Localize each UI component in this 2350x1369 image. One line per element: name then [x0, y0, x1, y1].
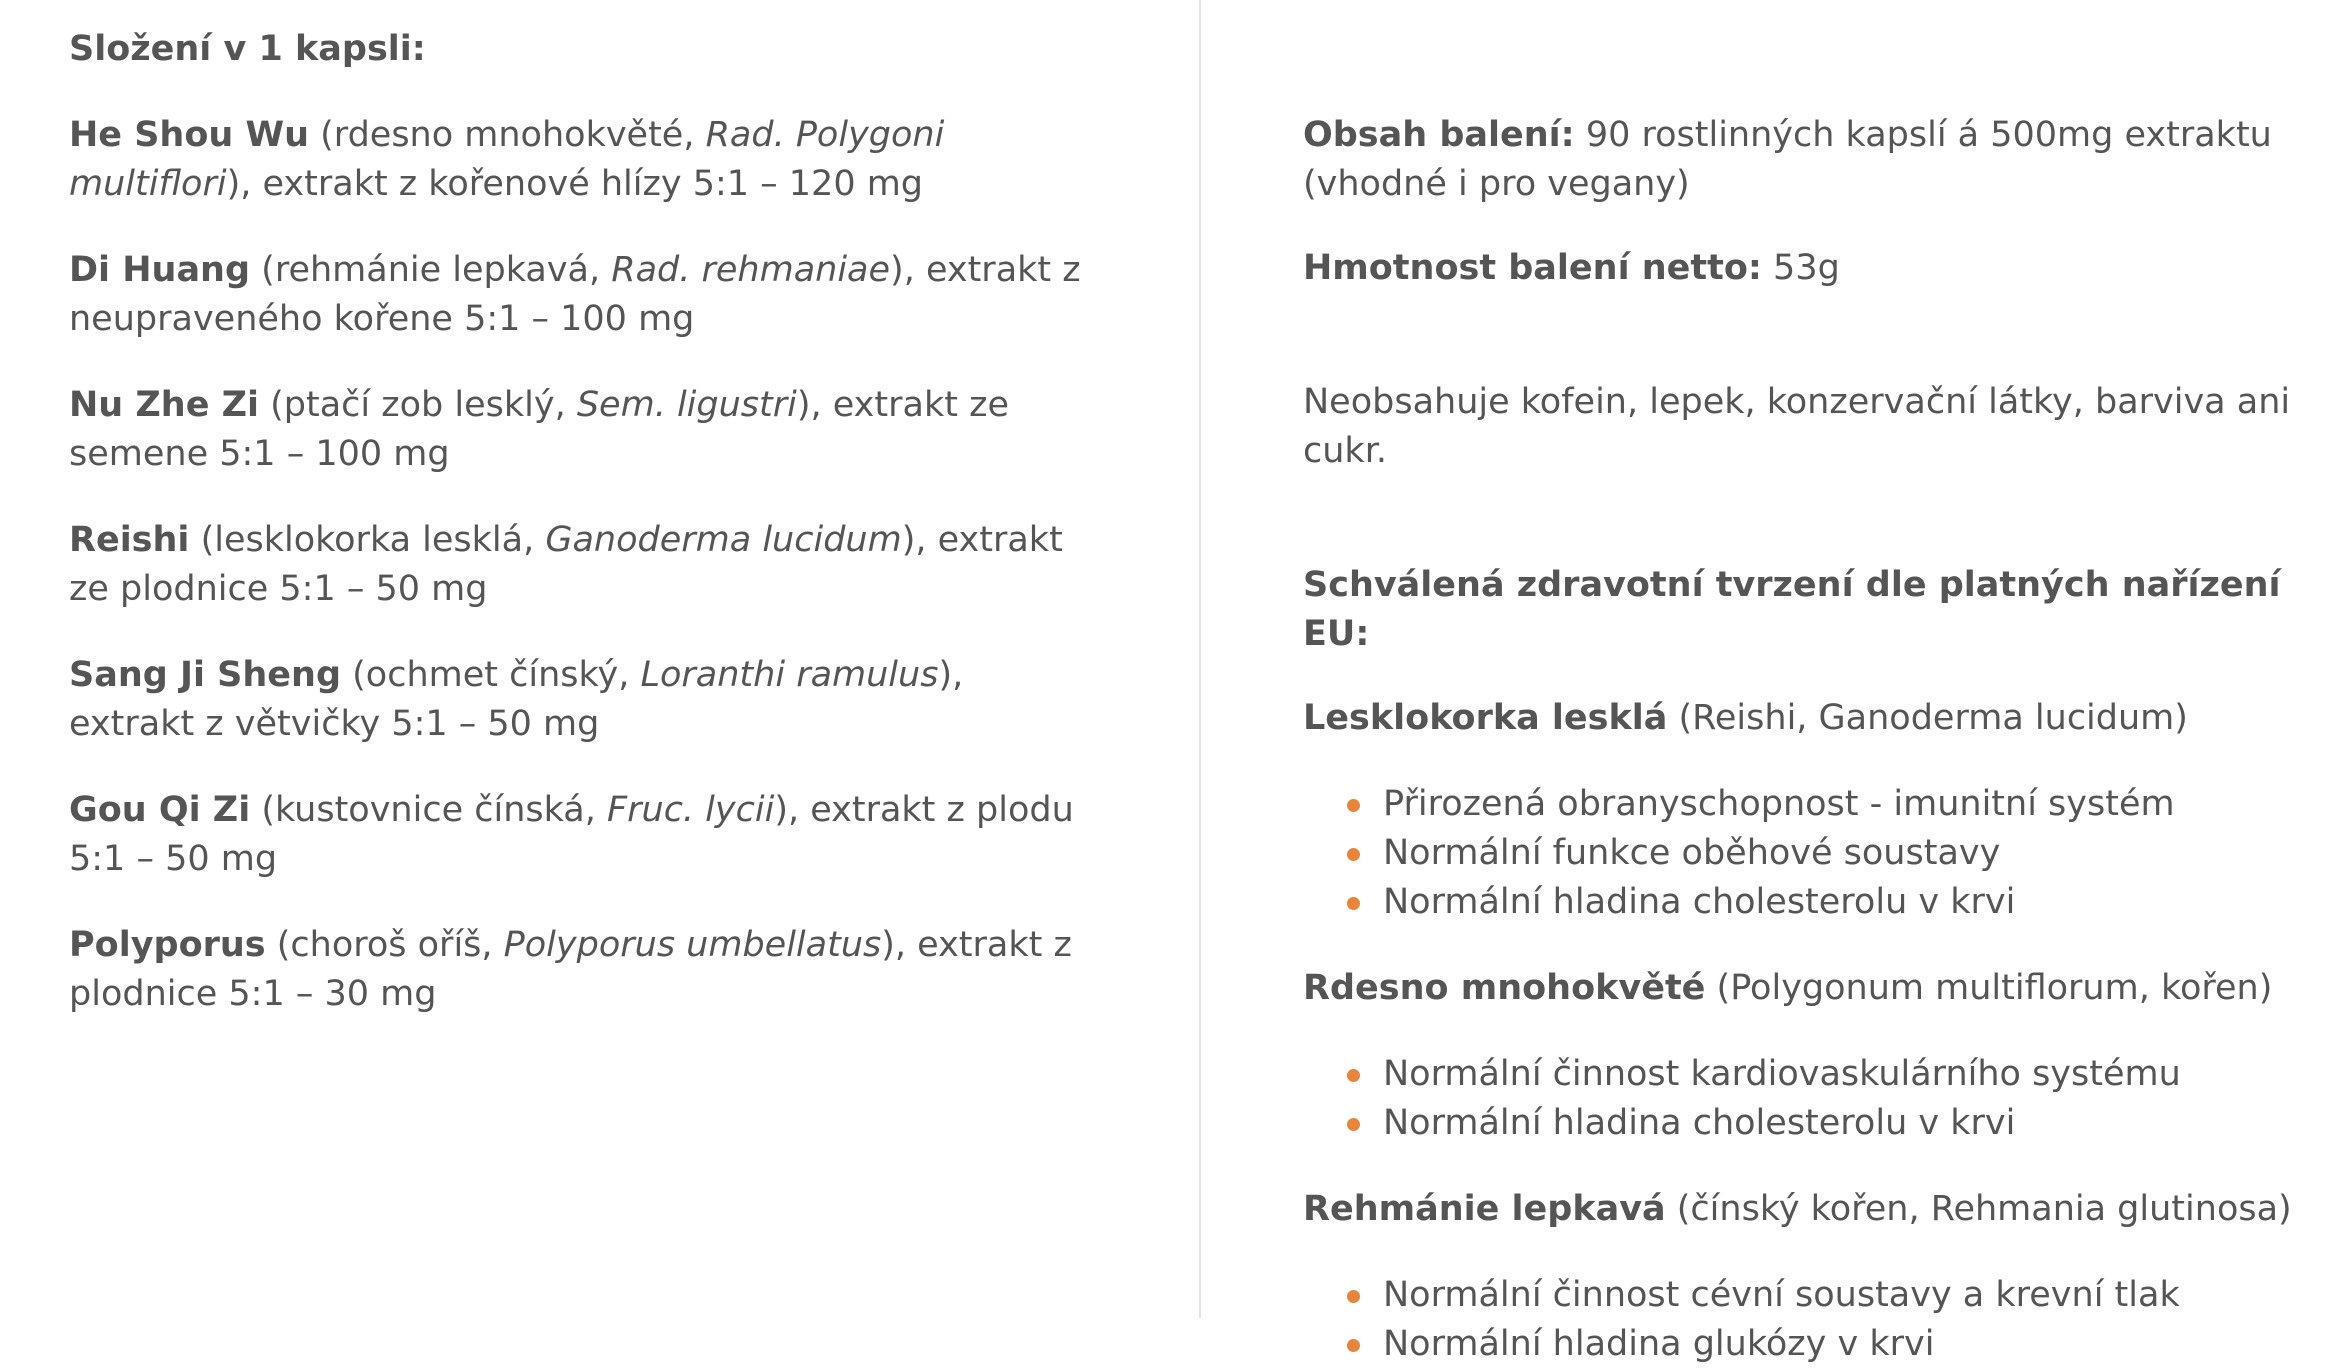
ingredient-item: Di Huang (rehmánie lepkavá, Rad. rehmaniae), extrakt z neupraveného kořene 5:1 – 100 mg: [69, 250, 1081, 339]
claim-item: Normální hladina cholesterolu v krvi: [1303, 1099, 2338, 1148]
net-weight: [1303, 244, 2338, 293]
bullet-dot-icon: [1347, 848, 1360, 861]
ingredient-name: Polyporus: [69, 925, 266, 965]
ingredient-name: He Shou Wu: [69, 115, 310, 155]
ingredient-latin-name: Loranthi ramulus: [640, 655, 939, 695]
ingredient-latin-name: Polyporus umbellatus: [503, 925, 882, 965]
ingredient-latin-name: Rad. rehmaniae: [611, 250, 891, 290]
bullet-dot-icon: [1347, 799, 1360, 812]
claim-plant-name: Lesklokorka lesklá: [1303, 698, 1668, 738]
claim-group-title: [1303, 694, 2338, 743]
bullet-dot-icon: [1347, 1118, 1360, 1131]
claim-group-title: [1303, 964, 2338, 1013]
ingredient-item: Polyporus (choroš oříš, Polyporus umbellatus), extrakt z plodnice 5:1 – 30 mg: [69, 925, 1072, 1014]
claim-plant-detail: (Polygonum multiflorum, kořen): [1705, 968, 2273, 1008]
composition-column: [69, 25, 1099, 1019]
claim-item: Normální činnost kardiovaskulárního systému: [1303, 1050, 2338, 1099]
claim-plant-detail: (Reishi, Ganoderma lucidum): [1667, 698, 2188, 738]
claim-group-title: [1303, 1185, 2338, 1234]
claim-plant-detail: (čínský kořen, Rehmania glutinosa): [1665, 1189, 2292, 1229]
ingredient-name: Di Huang: [69, 250, 251, 290]
net-weight-value: 53g: [1761, 248, 1840, 288]
composition-heading: Složení v 1 kapsli:: [69, 29, 426, 69]
net-weight-label: Hmotnost balení netto:: [1303, 248, 1762, 288]
ingredient-name: Gou Qi Zi: [69, 790, 251, 830]
ingredient-item: Gou Qi Zi (kustovnice čínská, Fruc. lycii), extrakt z plodu 5:1 – 50 mg: [69, 790, 1074, 879]
claim-plant-name: Rehmánie lepkavá: [1303, 1189, 1666, 1229]
package-contents-label: Obsah balení:: [1303, 115, 1575, 155]
ingredient-latin-name: Ganoderma lucidum: [545, 520, 902, 560]
ingredient-name: Sang Ji Sheng: [69, 655, 342, 695]
package-contents: [1303, 111, 2338, 209]
column-divider: [1199, 0, 1201, 1318]
package-info-column: [1303, 111, 2338, 1369]
ingredient-item: Reishi (lesklokorka lesklá, Ganoderma lucidum), extrakt ze plodnice 5:1 – 50 mg: [69, 520, 1063, 609]
claim-item: Přirozená obranyschopnost - imunitní systém: [1303, 780, 2338, 829]
claim-list: [1303, 1271, 2338, 1369]
health-claims-heading: Schválená zdravotní tvrzení dle platných nařízení EU:: [1303, 565, 2281, 654]
ingredient-name: Reishi: [69, 520, 190, 560]
bullet-dot-icon: [1347, 897, 1360, 910]
ingredient-item: He Shou Wu (rdesno mnohokvěté, Rad. Polygoni multiflori), extrakt z kořenové hlízy 5:1 – 120 mg: [69, 115, 945, 204]
claim-list: [1303, 780, 2338, 927]
ingredient-item: Nu Zhe Zi (ptačí zob lesklý, Sem. ligustri), extrakt ze semene 5:1 – 100 mg: [69, 385, 1009, 474]
ingredient-item: Sang Ji Sheng (ochmet čínský, Loranthi ramulus), extrakt z větvičky 5:1 – 50 mg: [69, 655, 964, 744]
ingredient-latin-name: Rad. Polygoni multiflori: [69, 115, 945, 204]
claim-item: Normální hladina cholesterolu v krvi: [1303, 878, 2338, 927]
bullet-dot-icon: [1347, 1290, 1360, 1303]
free-from-note: Neobsahuje kofein, lepek, konzervační látky, barviva ani cukr.: [1303, 382, 2291, 471]
claim-plant-name: Rdesno mnohokvěté: [1303, 968, 1706, 1008]
ingredient-latin-name: Fruc. lycii: [606, 790, 775, 830]
bullet-dot-icon: [1347, 1069, 1360, 1082]
claim-list: [1303, 1050, 2338, 1148]
claim-item: Normální činnost cévní soustavy a krevní tlak: [1303, 1271, 2338, 1320]
claim-item: Normální funkce oběhové soustavy: [1303, 829, 2338, 878]
bullet-dot-icon: [1347, 1339, 1360, 1352]
ingredient-latin-name: Sem. ligustri: [576, 385, 797, 425]
ingredient-name: Nu Zhe Zi: [69, 385, 259, 425]
package-contents-text: 90 rostlinných kapslí á 500mg extraktu (vhodné i pro vegany): [1303, 115, 2272, 204]
claim-item: Normální hladina glukózy v krvi: [1303, 1320, 2338, 1369]
